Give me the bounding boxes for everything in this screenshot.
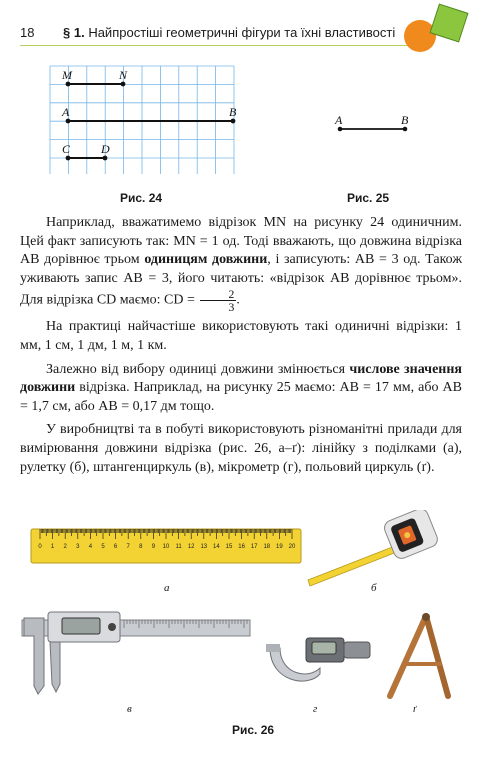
point-c — [66, 156, 71, 161]
tape-measure-illustration — [304, 510, 442, 588]
ruler-number: 16 — [238, 544, 245, 550]
label-a-ruler: а — [164, 582, 170, 594]
paragraph-3: Залежно від вибору одиниці довжини змінюється числове значення довжини відрізка. Наприклад, на рисунку 25 маємо: AB = 17 мм, або AB = 1,7 см, або AB = 0,17 дм тощо. — [20, 361, 462, 414]
label-g-micrometer: г — [313, 703, 318, 715]
point-a — [338, 127, 343, 132]
section-number: § 1. — [63, 25, 85, 40]
label-v-caliper: в — [127, 703, 132, 715]
figure-25 — [330, 112, 420, 142]
caliper-moving-jaw — [50, 642, 60, 692]
label-a: A — [335, 113, 343, 127]
ruler-ticks — [40, 529, 292, 539]
ruler-number: 12 — [187, 544, 195, 550]
ruler-number: 18 — [263, 544, 271, 550]
main-text — [20, 214, 462, 477]
point-m — [66, 82, 71, 87]
ruler-number: 4 — [88, 544, 93, 550]
micrometer-illustration — [262, 630, 374, 696]
figure-24-caption: Рис. 24 — [120, 191, 163, 205]
ruler-number: 2 — [63, 544, 67, 550]
ruler-number: 19 — [276, 544, 283, 550]
ruler-number: 9 — [151, 544, 156, 550]
ruler-number: 3 — [76, 544, 80, 550]
fraction-two-thirds: $\frac{2}{3}$ — [200, 288, 236, 313]
micrometer-spindle — [266, 644, 280, 652]
logo-circle — [404, 20, 436, 52]
geometry-logo — [400, 2, 475, 60]
figure-25-caption: Рис. 25 — [347, 191, 390, 205]
paragraph-1: Наприклад, вважатимемо відрізок MN на рисунку 24 одиничним. Цей факт записують так: MN = 1 од. Тоді вважають, що довжина відрізка AB дорівнює трьом одиницям довжини, і записують: AB = 3 од. Також уживають запис AB = 3, його читають: «відрізок AB дорівнює трьом». Для відрізка CD маємо: CD = $\frac{2}{3}$ . — [20, 215, 462, 315]
label-a-grid: A — [62, 105, 70, 119]
micrometer-display — [312, 642, 336, 654]
ruler-number: 5 — [101, 544, 105, 550]
label-gg-compass: ґ — [413, 703, 417, 715]
compass-hinge — [422, 613, 430, 621]
label-b-tape: б — [371, 582, 377, 594]
ruler-number: 10 — [162, 544, 170, 550]
ruler-number: 1 — [50, 544, 55, 550]
point-a-grid — [66, 119, 71, 124]
point-d — [103, 156, 108, 161]
caliper-fixed-jaw — [24, 618, 44, 694]
caliper-display — [62, 618, 100, 634]
ruler-number: 15 — [225, 544, 233, 550]
ruler-number: 0 — [38, 544, 42, 550]
label-d: D — [101, 142, 110, 156]
running-title — [63, 25, 395, 40]
label-c: C — [62, 142, 71, 156]
ruler-illustration — [30, 527, 302, 567]
ruler-number: 8 — [139, 544, 143, 550]
label-b: B — [401, 113, 409, 127]
micrometer-thimble — [344, 642, 370, 658]
ruler-number: 17 — [250, 544, 258, 550]
figure-26-caption: Рис. 26 — [232, 723, 275, 737]
page-number: 18 — [20, 25, 35, 40]
point-b — [403, 127, 408, 132]
ruler-number: 6 — [113, 544, 118, 550]
figure-24-grid — [46, 62, 246, 174]
section-title: Найпростіші геометричні фігури та їхні властивості — [88, 25, 396, 40]
ruler-number: 7 — [126, 544, 130, 550]
point-b-grid — [231, 119, 236, 124]
ruler-number: 13 — [200, 544, 208, 550]
paragraph-2: На практиці найчастіше використовують такі одиничні відрізки: 1 мм, 1 см, 1 дм, 1 м, 1 км. — [20, 319, 462, 353]
label-b-grid: B — [229, 105, 237, 119]
compass-right-leg — [426, 616, 448, 696]
point-n — [121, 82, 126, 87]
ruler-number: 11 — [175, 544, 182, 550]
field-compass-illustration — [376, 610, 458, 702]
header-rule — [20, 45, 412, 46]
tape-blade — [308, 544, 402, 586]
page-header — [0, 0, 480, 46]
compass-left-leg — [390, 616, 426, 696]
caliper-illustration — [20, 598, 252, 696]
label-m: M — [62, 68, 72, 82]
paragraph-4: У виробництві та в побуті використовують різноманітні прилади для вимірювання довжини відрізка (рис. 26, а–ґ): лінійку з поділками (а), рулетку (б), штангенциркуль (в), мікрометр (г), польовий циркуль (ґ). — [20, 422, 462, 475]
ruler-numbers — [38, 544, 296, 550]
label-n: N — [119, 68, 128, 82]
ruler-number: 14 — [213, 544, 220, 550]
ruler-number: 20 — [288, 544, 296, 550]
